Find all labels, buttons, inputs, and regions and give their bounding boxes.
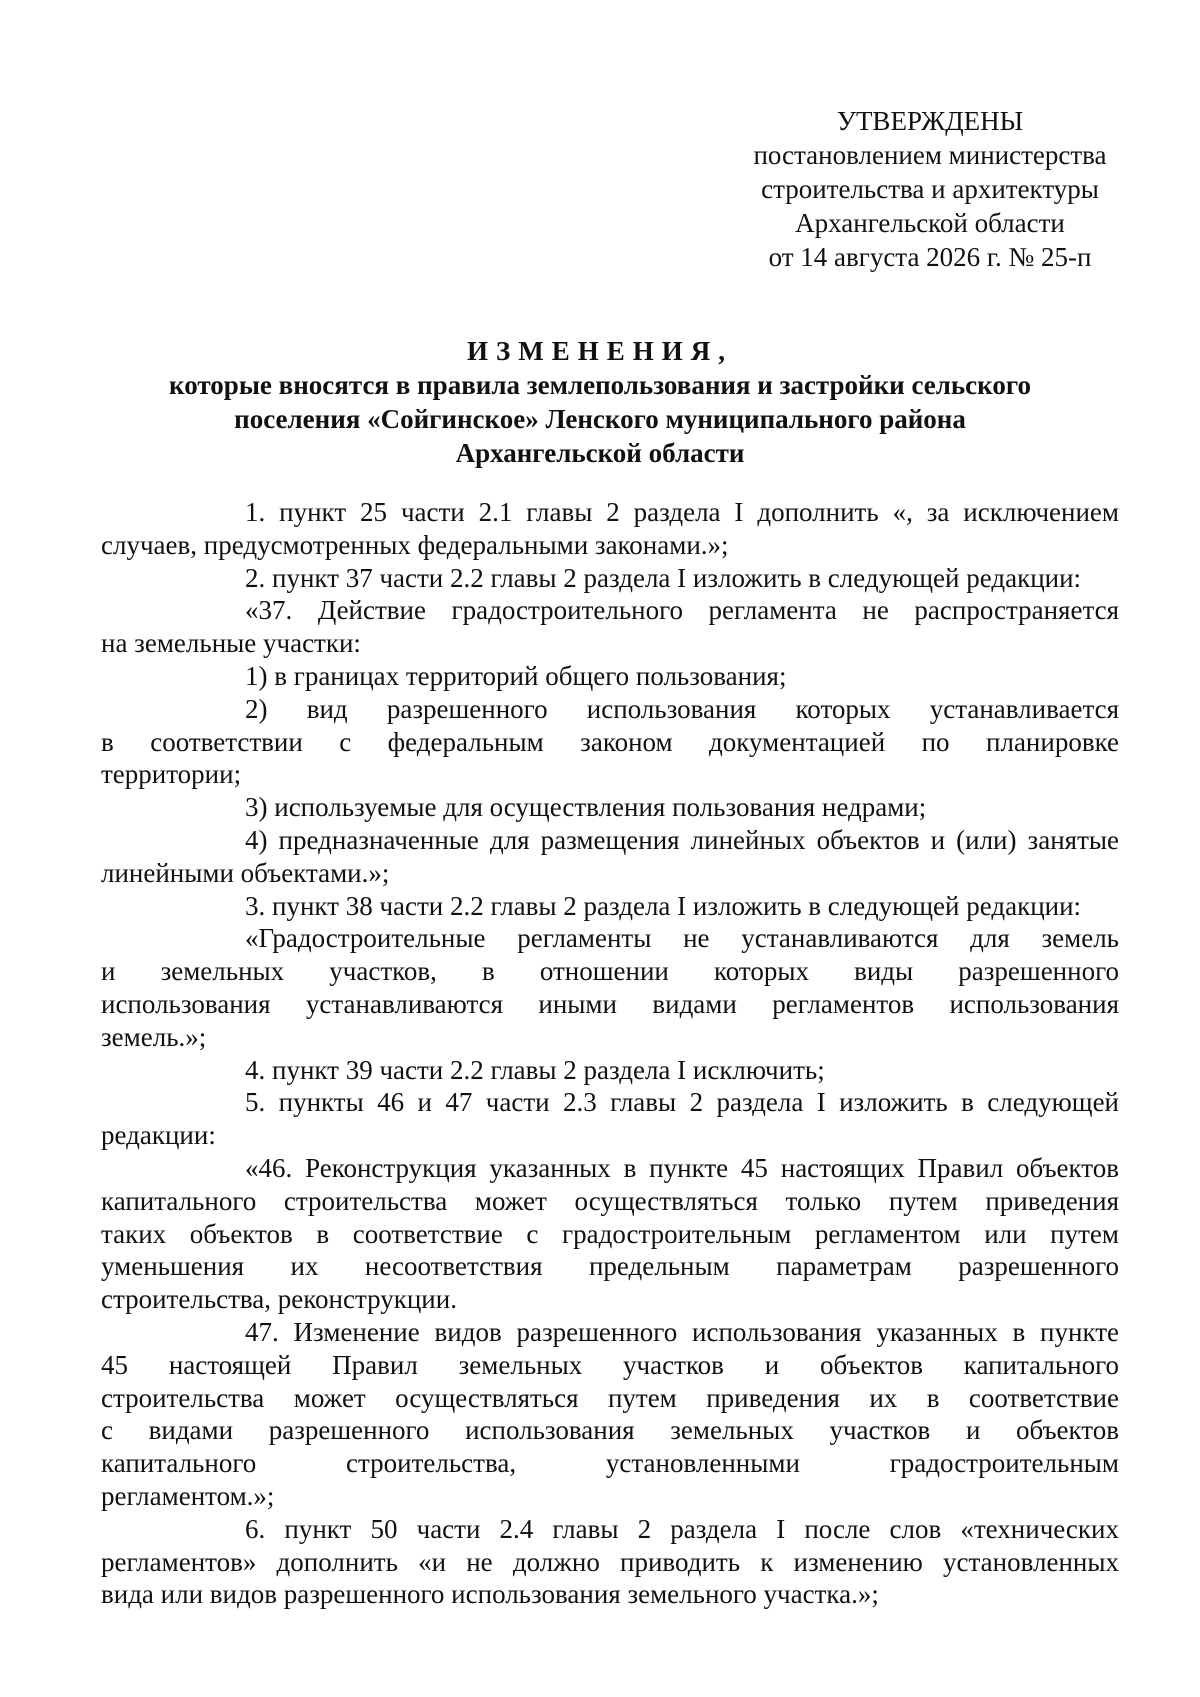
paragraph [101, 1513, 1119, 1611]
paragraph-line: 47. Изменение видов разрешенного использования указанных в пункте [245, 1316, 1119, 1347]
paragraph-line: 45 настоящей Правил земельных участков и объектов капитального [101, 1349, 1119, 1380]
paragraph-line: территории; [101, 759, 242, 790]
paragraph-line: 1. пункт 25 части 2.1 главы 2 раздела I дополнить «, за исключением [245, 497, 1119, 527]
paragraph-line: капитального строительства может осуществляться только путем приведения [101, 1185, 1119, 1216]
document-title [150, 334, 1050, 470]
paragraph-line: на земельные участки: [101, 628, 361, 659]
paragraph-line: регламентов» дополнить «и не должно приводить к изменению установленных [101, 1546, 1119, 1577]
paragraph [101, 824, 1119, 890]
paragraph-line: 4) предназначенные для размещения линейных объектов и (или) занятые [245, 824, 1119, 855]
approval-line: строительства и архитектуры [761, 174, 1099, 204]
paragraph-line: 1) в границах территорий общего пользования; [245, 660, 787, 691]
document-heading: ИЗМЕНЕНИЯ, [466, 336, 733, 366]
subtitle-line: Архангельской области [455, 438, 745, 468]
paragraph-line: строительства может осуществляться путем приведения их в соответствие [101, 1382, 1119, 1413]
paragraph-line: уменьшения их несоответствия предельным параметрам разрешенного [101, 1251, 1119, 1282]
approval-line: постановлением министерства [753, 140, 1107, 170]
paragraph [173, 562, 1119, 595]
paragraph-line: 6. пункт 50 части 2.4 главы 2 раздела I после слов «технических [245, 1513, 1119, 1544]
approval-line: от 14 августа 2026 г. № 25-п [768, 242, 1092, 272]
paragraph-line: 3) используемые для осуществления пользования недрами; [245, 792, 927, 823]
paragraph-line: 2) вид разрешенного использования которых устанавливается [245, 693, 1119, 724]
paragraph [101, 594, 1119, 660]
paragraph [173, 1054, 1119, 1087]
paragraph-line: с видами разрешенного использования земельных участков и объектов [101, 1415, 1119, 1446]
document-body [101, 496, 1119, 1611]
paragraph-line: «37. Действие градостроительного регламента не распространяется [245, 595, 1119, 626]
approval-title: УТВЕРЖДЕНЫ [836, 106, 1024, 136]
paragraph [173, 890, 1119, 923]
paragraph-line: «46. Реконструкция указанных в пункте 45 настоящих Правил объектов [245, 1152, 1119, 1183]
paragraph [101, 496, 1119, 562]
paragraph [173, 791, 1119, 824]
paragraph-line: в соответствии с федеральным законом документацией по планировке [101, 726, 1119, 757]
subtitle-line: поселения «Сойгинское» Ленского муниципального района [234, 404, 966, 434]
paragraph-line: 5. пункты 46 и 47 части 2.3 главы 2 раздела I изложить в следующей [245, 1087, 1119, 1118]
paragraph [101, 922, 1119, 1053]
paragraph [101, 1152, 1119, 1316]
paragraph-line: таких объектов в соответствие с градостроительным регламентом или путем [101, 1218, 1119, 1249]
paragraph-line: 4. пункт 39 части 2.2 главы 2 раздела I исключить; [245, 1054, 825, 1085]
paragraph-line: капитального строительства, установленными градостроительным [101, 1448, 1119, 1479]
paragraph-line: использования устанавливаются иными видами регламентов использования [101, 988, 1119, 1019]
paragraph [173, 660, 1119, 693]
paragraph-line: строительства, реконструкции. [101, 1284, 457, 1315]
paragraph-line: случаев, предусмотренных федеральными законами.»; [101, 529, 729, 560]
paragraph-line: линейными объектами.»; [101, 857, 390, 888]
subtitle-line: которые вносятся в правила землепользования и застройки сельского [169, 370, 1031, 400]
paragraph-line: регламентом.»; [101, 1480, 275, 1511]
paragraph [101, 1316, 1119, 1513]
paragraph-line: редакции: [101, 1120, 216, 1151]
paragraph-line: вида или видов разрешенного использования земельного участка.»; [101, 1579, 879, 1610]
paragraph-line: земель.»; [101, 1021, 207, 1052]
paragraph-line: «Градостроительные регламенты не устанавливаются для земель [245, 923, 1119, 954]
paragraph-line: и земельных участков, в отношении которых виды разрешенного [101, 956, 1119, 987]
paragraph [101, 1086, 1119, 1152]
approval-stamp [730, 104, 1130, 274]
approval-line: Архангельской области [795, 208, 1065, 238]
paragraph-line: 2. пункт 37 части 2.2 главы 2 раздела I изложить в следующей редакции: [245, 562, 1082, 593]
paragraph [101, 693, 1119, 791]
paragraph-line: 3. пункт 38 части 2.2 главы 2 раздела I изложить в следующей редакции: [245, 890, 1082, 921]
